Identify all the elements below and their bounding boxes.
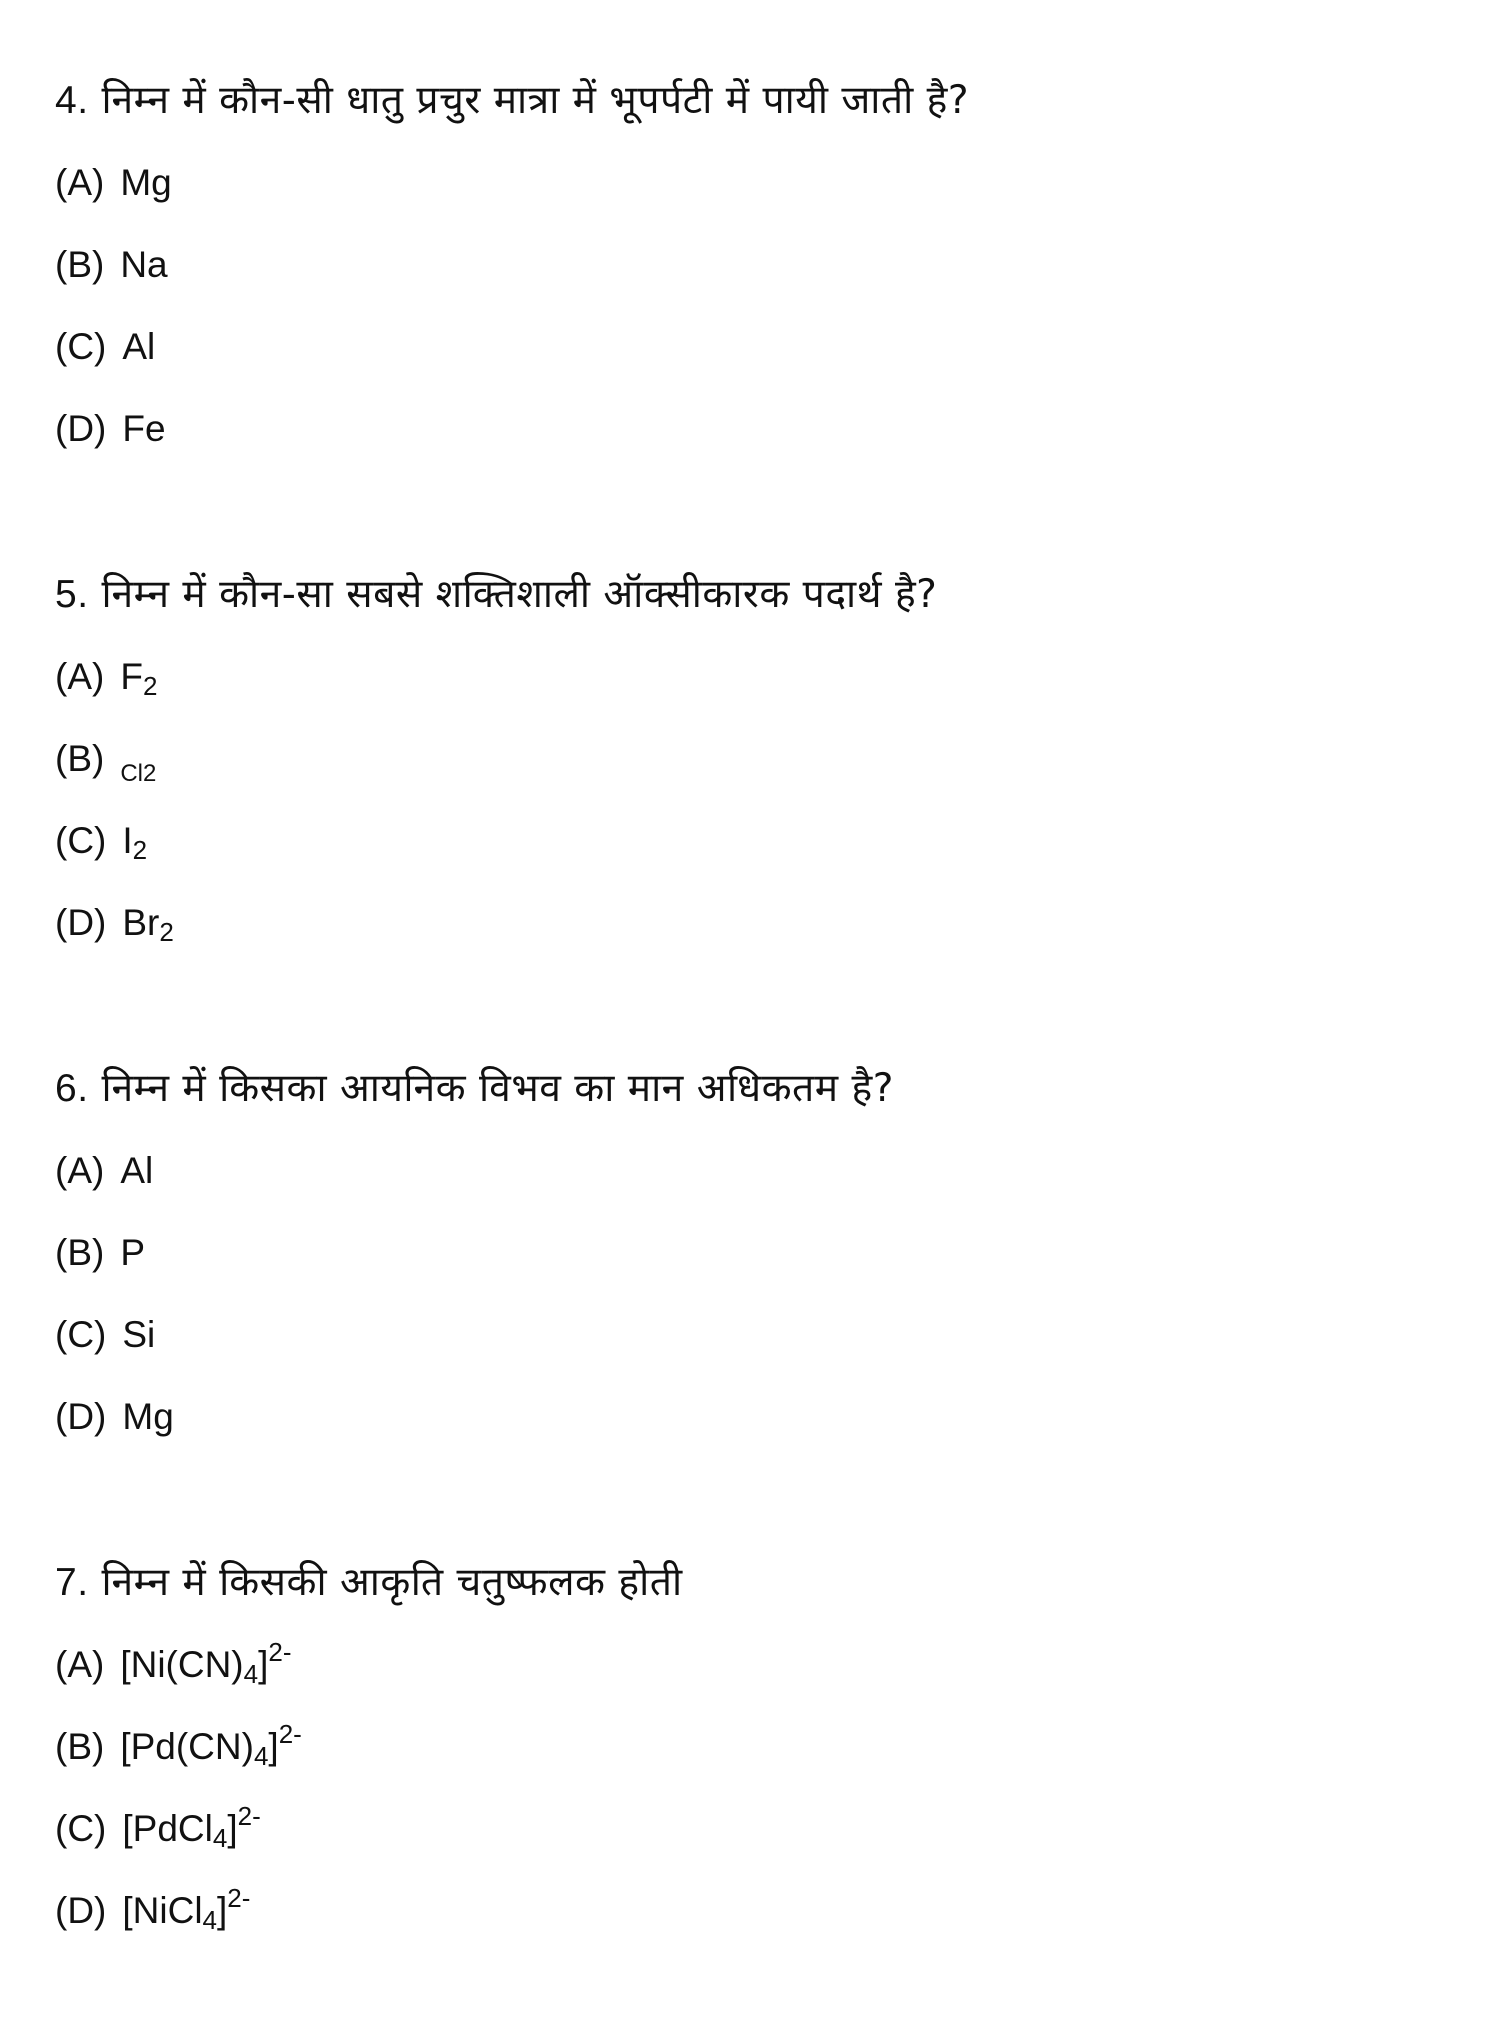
- formula-charge: 2-: [227, 1883, 251, 1913]
- option-label: (B): [55, 738, 105, 779]
- formula-pre: [PdCl: [122, 1808, 213, 1849]
- question-7: [55, 1556, 1455, 1610]
- formula-subscript: 4: [212, 1823, 228, 1853]
- option-value: [120, 1637, 292, 1690]
- option-4-c[interactable]: [55, 322, 155, 372]
- formula-subscript: 4: [253, 1741, 269, 1771]
- option-7-b[interactable]: [55, 1719, 302, 1772]
- question-number: 6.: [55, 1067, 89, 1110]
- question-statement: निम्न में किसकी आकृति चतुष्फलक होती: [101, 1560, 683, 1605]
- formula-main: F: [120, 656, 143, 697]
- option-value: [120, 652, 157, 702]
- option-value: [122, 816, 147, 866]
- option-label: (C): [55, 820, 107, 861]
- option-label: (A): [55, 162, 105, 203]
- formula-main: Br: [122, 902, 160, 943]
- option-7-a[interactable]: [55, 1637, 292, 1690]
- option-4-d[interactable]: [55, 404, 166, 454]
- option-7-c[interactable]: [55, 1801, 261, 1854]
- option-5-a[interactable]: [55, 652, 157, 702]
- formula-charge: 2-: [268, 1637, 292, 1667]
- option-value: Fe: [122, 408, 166, 449]
- question-text: [55, 568, 1455, 622]
- option-label: (A): [55, 1150, 105, 1191]
- formula-subscript: 4: [243, 1659, 259, 1689]
- option-value: [120, 1719, 302, 1772]
- option-label: (B): [55, 244, 105, 285]
- option-5-c[interactable]: [55, 816, 147, 866]
- formula-post: ]: [227, 1808, 238, 1849]
- option-4-b[interactable]: [55, 240, 168, 290]
- option-label: (C): [55, 1808, 107, 1849]
- option-label: (C): [55, 1314, 107, 1355]
- formula-pre: [Pd(CN): [120, 1726, 254, 1767]
- question-statement: निम्न में किसका आयनिक विभव का मान अधिकतम है?: [101, 1066, 894, 1111]
- option-value: [122, 1801, 261, 1854]
- option-6-a[interactable]: [55, 1146, 153, 1196]
- question-6: [55, 1062, 1455, 1116]
- formula-subscript: 2: [132, 835, 148, 865]
- option-label: (A): [55, 656, 105, 697]
- option-label: (C): [55, 326, 107, 367]
- option-label: (D): [55, 408, 107, 449]
- formula-pre: [NiCl: [122, 1890, 203, 1931]
- option-5-b[interactable]: [55, 734, 156, 799]
- option-label: (B): [55, 1232, 105, 1273]
- formula-main: I: [122, 820, 133, 861]
- question-number: 7.: [55, 1561, 89, 1604]
- option-6-d[interactable]: [55, 1392, 174, 1442]
- formula-pre: [Ni(CN): [120, 1644, 244, 1685]
- option-6-b[interactable]: [55, 1228, 145, 1278]
- option-value: Cl2: [120, 760, 157, 787]
- option-value: [122, 898, 173, 948]
- question-number: 5.: [55, 573, 89, 616]
- option-value: Mg: [122, 1396, 174, 1437]
- question-text: [55, 74, 1455, 128]
- option-value: Na: [120, 244, 168, 285]
- formula-subscript: 2: [159, 917, 174, 947]
- question-4: [55, 74, 1455, 128]
- option-6-c[interactable]: [55, 1310, 155, 1360]
- option-7-d[interactable]: [55, 1883, 251, 1936]
- option-value: Si: [122, 1314, 156, 1355]
- option-value: Al: [122, 326, 156, 367]
- option-label: (D): [55, 1890, 107, 1931]
- option-label: (A): [55, 1644, 105, 1685]
- question-text: [55, 1062, 1455, 1116]
- formula-charge: 2-: [278, 1719, 302, 1749]
- formula-post: ]: [268, 1726, 279, 1767]
- formula-post: ]: [258, 1644, 269, 1685]
- question-statement: निम्न में कौन-सी धातु प्रचुर मात्रा में भूपर्पटी में पायी जाती है?: [101, 78, 970, 123]
- option-label: (D): [55, 902, 107, 943]
- question-statement: निम्न में कौन-सा सबसे शक्तिशाली ऑक्सीकारक पदार्थ है?: [101, 572, 938, 617]
- option-5-d[interactable]: [55, 898, 174, 948]
- formula-subscript: 4: [202, 1905, 218, 1935]
- option-value: P: [120, 1232, 146, 1273]
- option-label: (D): [55, 1396, 107, 1437]
- option-label: (B): [55, 1726, 105, 1767]
- option-value: [122, 1883, 251, 1936]
- formula-subscript: 2: [142, 671, 158, 701]
- option-4-a[interactable]: [55, 158, 172, 208]
- formula-charge: 2-: [237, 1801, 261, 1831]
- question-number: 4.: [55, 79, 89, 122]
- option-value: Al: [120, 1150, 154, 1191]
- formula-post: ]: [217, 1890, 228, 1931]
- option-value: Mg: [120, 162, 172, 203]
- question-text: [55, 1556, 1455, 1610]
- question-5: [55, 568, 1455, 622]
